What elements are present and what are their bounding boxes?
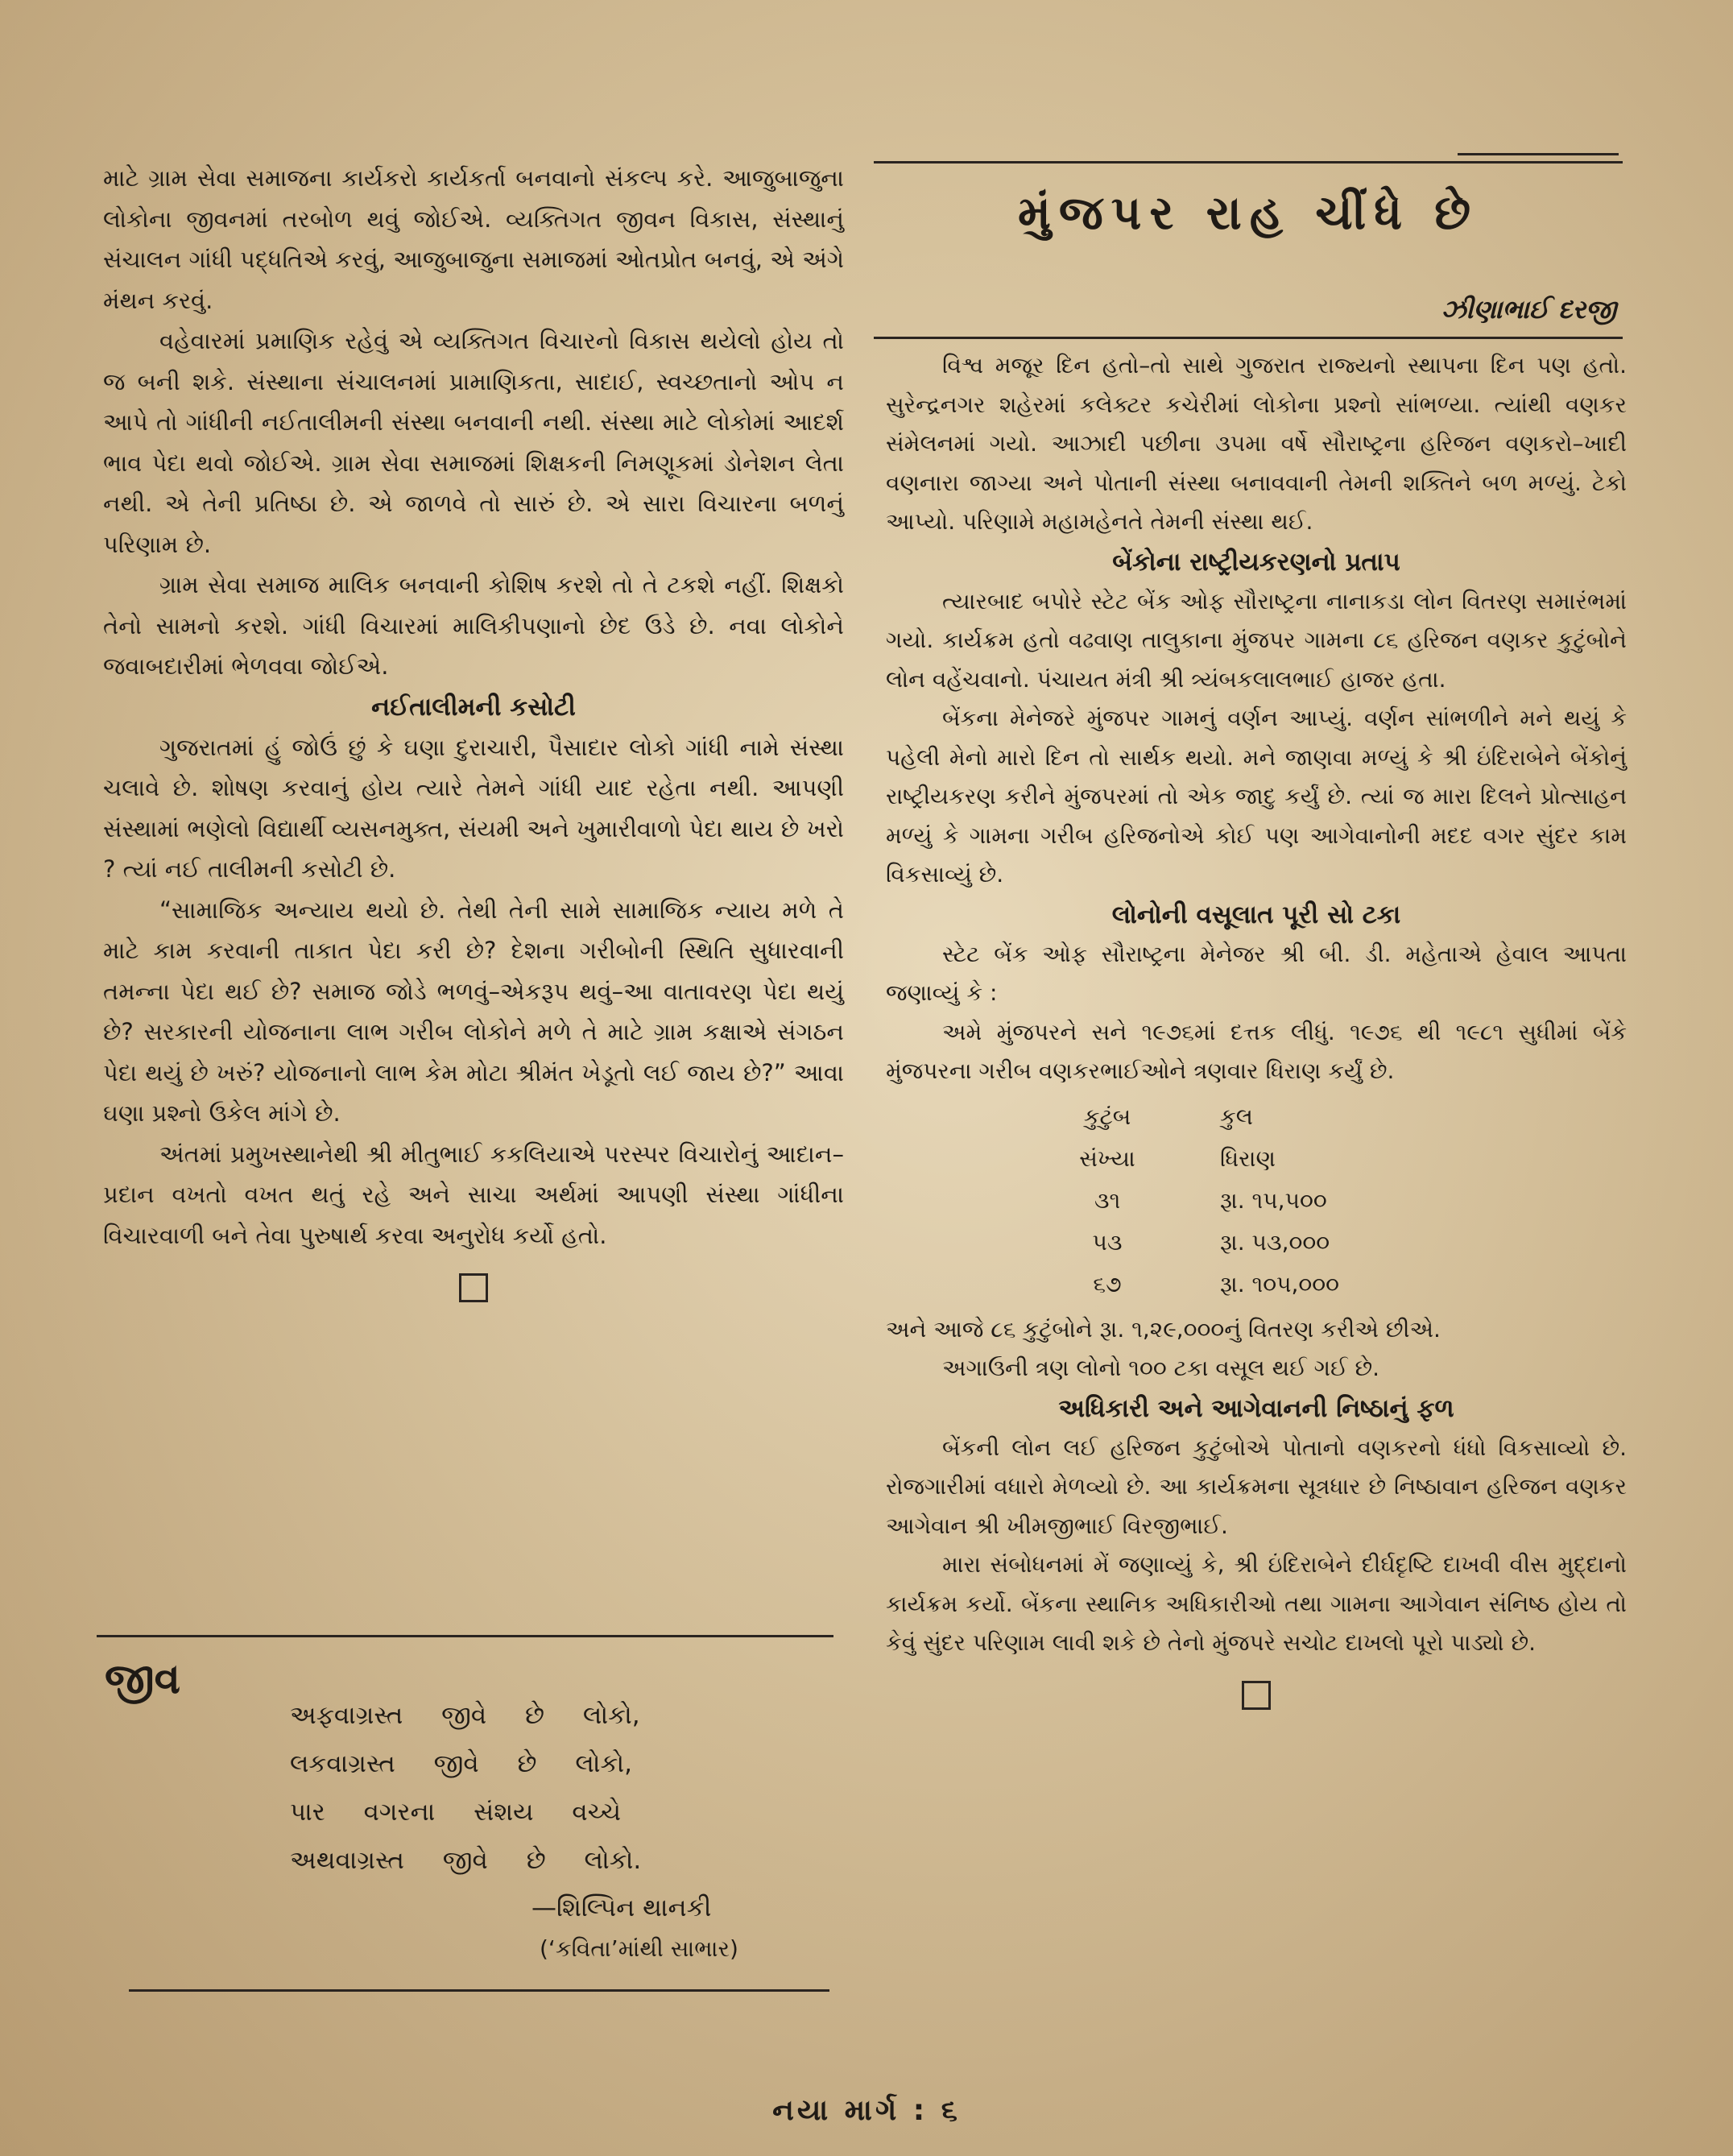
article-author: ઝીણાભાઈ દરજી — [1441, 294, 1616, 325]
table-header-cell: કુલ — [1220, 1103, 1253, 1130]
poem-line: પાર વગરના સંશય વચ્ચે — [290, 1798, 622, 1827]
end-of-article-box-icon — [459, 1273, 488, 1302]
table-cell: ૩૧ — [1094, 1186, 1121, 1214]
article-paragraph: અને આજે ૮૬ કુટુંબોને રૂા. ૧,૨૯,૦૦૦નું વિતરણ કરીએ છીએ. — [886, 1315, 1441, 1343]
table-header-row — [1027, 1096, 1446, 1138]
left-paragraph: ગુજરાતમાં હું જોઉં છું કે ઘણા દુરાચારી, પૈસાદાર લોકો ગાંધી નામે સંસ્થા ચલાવે છે. શોષણ કરવાનું હોય ત્યારે તેમને ગાંધી યાદ રહેતા નથી. આપણી સંસ્થામાં ભણેલો વિદ્યાર્થી વ્યસનમુક્ત, સંયમી અને ખુમારીવાળો પેદા થાય છે ખરો ? ત્યાં નઈ તાલીમની કસોટી છે. — [103, 733, 844, 883]
left-paragraph: ગ્રામ સેવા સમાજ માલિક બનવાની કોશિષ કરશે તો તે ટકશે નહીં. શિક્ષકો તેનો સામનો કરશે. ગાંધી વિચારમાં માલિકીપણાનો છેદ ઉડે છે. નવા લોકોને જવાબદારીમાં ભેળવવા જોઈએ. — [103, 571, 844, 680]
left-paragraph: “સામાજિક અન્યાય થયો છે. તેથી તેની સામે સામાજિક ન્યાય મળે તે માટે કામ કરવાની તાકાત પેદા કરી છે? દેશના ગરીબોની સ્થિતિ સુધારવાની તમન્ના પેદા થઈ છે? સમાજ જોડે ભળવું–એકરૂપ થવું–આ વાતાવરણ પેદા થયું છે? સરકારની યોજનાના લાભ ગરીબ લોકોને મળે તે માટે ગ્રામ કક્ષાએ સંગઠન પેદા થયું છે ખરું? યોજનાનો લાભ કેમ મોટા શ્રીમંત ખેડૂતો લઈ જાય છે?” આવા ઘણા પ્રશ્નો ઉકેલ માંગે છે. — [103, 896, 844, 1127]
table-header-cell: ધિરાણ — [1220, 1144, 1276, 1172]
poem-credit: (‘કવિતા’માંથી સાભાર) — [540, 1935, 738, 1962]
table-cell: ૬૭ — [1093, 1270, 1122, 1297]
article-subheading: અધિકારી અને આગેવાનની નિષ્ઠાનું ફળ — [1058, 1393, 1454, 1423]
article-subheading: લોનોની વસૂલાત પૂરી સો ટકા — [1111, 900, 1401, 929]
table-header-cell: સંખ્યા — [1079, 1144, 1135, 1172]
loan-table — [1027, 1096, 1446, 1306]
article-paragraph: બેંકના મેનેજરે મુંજપર ગામનું વર્ણન આપ્યું. વર્ણન સાંભળીને મને થયું કે પહેલી મેનો મારો દિન તો સાર્થક થયો. મને જાણવા મળ્યું કે શ્રી ઇંદિરાબેને બેંકોનું રાષ્ટ્રીયકરણ કરીને મુંજપરમાં તો એક જાદુ કર્યું છે. ત્યાં જ મારા દિલને પ્રોત્સાહન મળ્યું કે ગામના ગરીબ હરિજનોએ કોઈ પણ આગેવાનોની મદદ વગર સુંદર કામ વિકસાવ્યું છે. — [886, 705, 1627, 888]
divider — [1458, 153, 1619, 155]
article-paragraph: સ્ટેટ બેંક ઓફ સૌરાષ્ટ્રના મેનેજર શ્રી બી. ડી. મહેતાએ હેવાલ આપતા જણાવ્યું કે : — [886, 940, 1627, 1006]
article-paragraph: ત્યારબાદ બપોરે સ્ટેટ બેંક ઓફ સૌરાષ્ટ્રના નાનાકડા લોન વિતરણ સમારંભમાં ગયો. કાર્યક્રમ હતો વઢવાણ તાલુકાના મુંજપર ગામના ૮૬ હરિજન વણકર કુટુંબોને લોન વહેંચવાનો. પંચાયત મંત્રી શ્રી ત્ર્યંબકલાલભાઈ હાજર હતા. — [886, 587, 1627, 693]
article-subheading: બેંકોના રાષ્ટ્રીયકરણનો પ્રતાપ — [1112, 547, 1400, 577]
table-header-row — [1027, 1138, 1446, 1180]
left-paragraph: વહેવારમાં પ્રમાણિક રહેવું એ વ્યક્તિગત વિચારનો વિકાસ થયેલો હોય તો જ બની શકે. સંસ્થાના સંચાલનમાં પ્રામાણિકતા, સાદાઈ, સ્વચ્છતાનો ઓપ ન આપે તો ગાંધીની નઈતાલીમની સંસ્થા બનવાની નથી. સંસ્થા માટે લોકોમાં આદર્શ ભાવ પેદા થવો જોઈએ. ગ્રામ સેવા સમાજમાં શિક્ષકની નિમણૂકમાં ડોનેશન લેતા નથી. એ તેની પ્રતિષ્ઠા છે. એ જાળવે તો સારું છે. એ સારા વિચારના બળનું પરિણામ છે. — [103, 327, 844, 558]
table-row — [1027, 1180, 1446, 1222]
article-paragraph: અગાઉની ત્રણ લોનો ૧૦૦ ટકા વસૂલ થઈ ગઈ છે. — [942, 1355, 1380, 1381]
article-paragraph: અમે મુંજપરને સને ૧૯૭૬માં દત્તક લીધું. ૧૯૭૬ થી ૧૯૮૧ સુધીમાં બેંકે મુંજપરના ગરીબ વણકરભાઈઓને ત્રણવાર ધિરાણ કર્યું છે. — [886, 1018, 1627, 1084]
poem-line: અફવાગ્રસ્ત જીવે છે લોકો, — [290, 1701, 640, 1730]
poem — [290, 1691, 805, 1968]
poem-author: —શિલ્પિન થાનકી — [531, 1893, 712, 1922]
article-paragraph: બેંકની લોન લઈ હરિજન કુટુંબોએ પોતાનો વણકરનો ધંધો વિકસાવ્યો છે. રોજગારીમાં વધારો મેળવ્યો છે. આ કાર્યક્રમના સૂત્રધાર છે નિષ્ઠાવાન હરિજન વણકર આગેવાન શ્રી ખીમજીભાઈ વિરજીભાઈ. — [886, 1434, 1627, 1539]
left-paragraph: માટે ગ્રામ સેવા સમાજના કાર્યકરો કાર્યકર્તા બનવાનો સંકલ્પ કરે. આજુબાજુના લોકોના જીવનમાં તરબોળ થવું જોઈએ. વ્યક્તિગત જીવન વિકાસ, સંસ્થાનું સંચાલન ગાંધી પદ્ધતિએ કરવું, આજુબાજુના સમાજમાં ઓતપ્રોત બનવું, એ અંગે મંથન કરવું. — [103, 164, 844, 314]
divider — [874, 161, 1623, 163]
table-cell: ૫૩ — [1092, 1228, 1123, 1256]
poem-line: અથવાગ્રસ્ત જીવે છે લોકો. — [290, 1846, 642, 1875]
left-paragraph: અંતમાં પ્રમુખસ્થાનેથી શ્રી મીતુભાઈ કકલિયાએ પરસ્પર વિચારોનું આદાન–પ્રદાન વખતો વખત થતું રહે અને સાચા અર્થમાં આપણી સંસ્થા ગાંધીના વિચારવાળી બને તેવા પુરુષાર્થ કરવા અનુરોધ કર્યો હતો. — [103, 1140, 844, 1249]
article-paragraph: મારા સંબોધનમાં મેં જણાવ્યું કે, શ્રી ઇંદિરાબેને દીર્ઘદૃષ્ટિ દાખવી વીસ મુદ્દાનો કાર્યક્રમ કર્યો. બેંકના સ્થાનિક અધિકારીઓ તથા ગામના આગેવાન સંનિષ્ઠ હોય તો કેવું સુંદર પરિણામ લાવી શકે છે તેનો મુંજપરે સચોટ દાખલો પૂરો પાડ્યો છે. — [886, 1551, 1627, 1656]
left-column — [103, 158, 844, 1302]
table-row — [1027, 1222, 1446, 1264]
table-row — [1027, 1264, 1446, 1306]
poem-title: જીવ — [105, 1655, 181, 1703]
page-footer: નયા માર્ગ : ૬ — [772, 2094, 961, 2127]
divider — [129, 1989, 829, 1992]
table-cell: રૂા. ૧૫,૫૦૦ — [1220, 1186, 1327, 1214]
poem-line: લકવાગ્રસ્ત જીવે છે લોકો, — [290, 1749, 633, 1778]
table-cell: રૂા. ૫૩,૦૦૦ — [1220, 1228, 1330, 1256]
divider — [97, 1635, 833, 1637]
table-cell: રૂા. ૧૦૫,૦૦૦ — [1220, 1270, 1339, 1297]
right-column — [886, 346, 1627, 1710]
end-of-article-box-icon — [1242, 1681, 1271, 1710]
divider — [874, 337, 1623, 339]
table-header-cell: કુટુંબ — [1083, 1103, 1131, 1130]
article-title: મુંજપર રાહ ચીંધે છે — [1017, 185, 1479, 240]
article-paragraph: વિશ્વ મજૂર દિન હતો–તો સાથે ગુજરાત રાજ્યનો સ્થાપના દિન પણ હતો. સુરેન્દ્રનગર શહેરમાં કલેક્ટર કચેરીમાં લોકોના પ્રશ્નો સાંભળ્યા. ત્યાંથી વણકર સંમેલનમાં ગયો. આઝાદી પછીના ૩૫મા વર્ષે સૌરાષ્ટ્રના હરિજન વણકરો–ખાદી વણનારા જાગ્યા અને પોતાની સંસ્થા બનાવવાની તેમની શક્તિને બળ મળ્યું. ટેકો આપ્યો. પરિણામે મહામહેનતે તેમની સંસ્થા થઈ. — [886, 352, 1627, 535]
left-subheading: નઈતાલીમની કસોટી — [371, 692, 576, 722]
